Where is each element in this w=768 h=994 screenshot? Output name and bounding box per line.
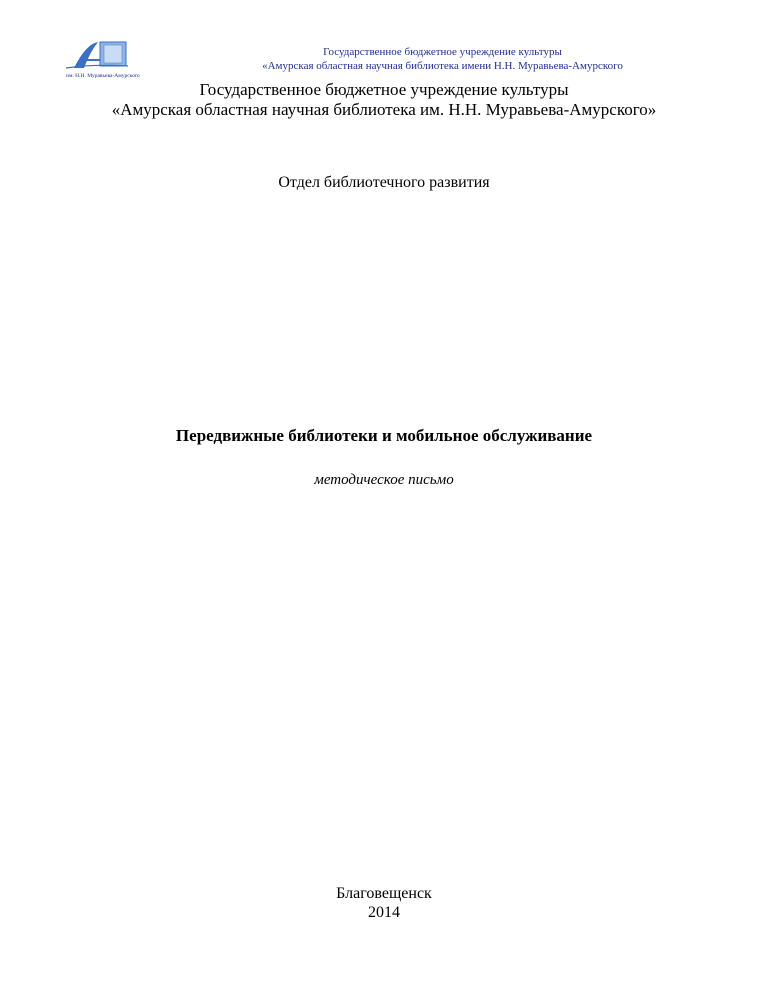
logo-caption: им. Н.Н. Муравьева-Амурского <box>66 73 140 79</box>
organization-name: «Амурская областная научная библиотека им. Н.Н. Муравьева-Амурского» <box>111 100 657 119</box>
department-name: Отдел библиотечного развития <box>278 174 490 191</box>
document-title: Передвижные библиотеки и мобильное обслуживание <box>175 426 593 445</box>
organization-type: Государственное бюджетное учреждение культуры <box>199 80 569 99</box>
document-subtitle: методическое письмо <box>314 472 454 488</box>
library-logo <box>64 40 142 80</box>
header-library-line: «Амурская областная научная библиотека имени Н.Н. Муравьева-Амурского <box>262 60 623 72</box>
library-logo-graphic <box>64 40 142 80</box>
header-institution-line: Государственное бюджетное учреждение культуры <box>323 46 562 58</box>
publication-city: Благовещенск <box>336 885 432 902</box>
publication-year: 2014 <box>368 904 400 921</box>
